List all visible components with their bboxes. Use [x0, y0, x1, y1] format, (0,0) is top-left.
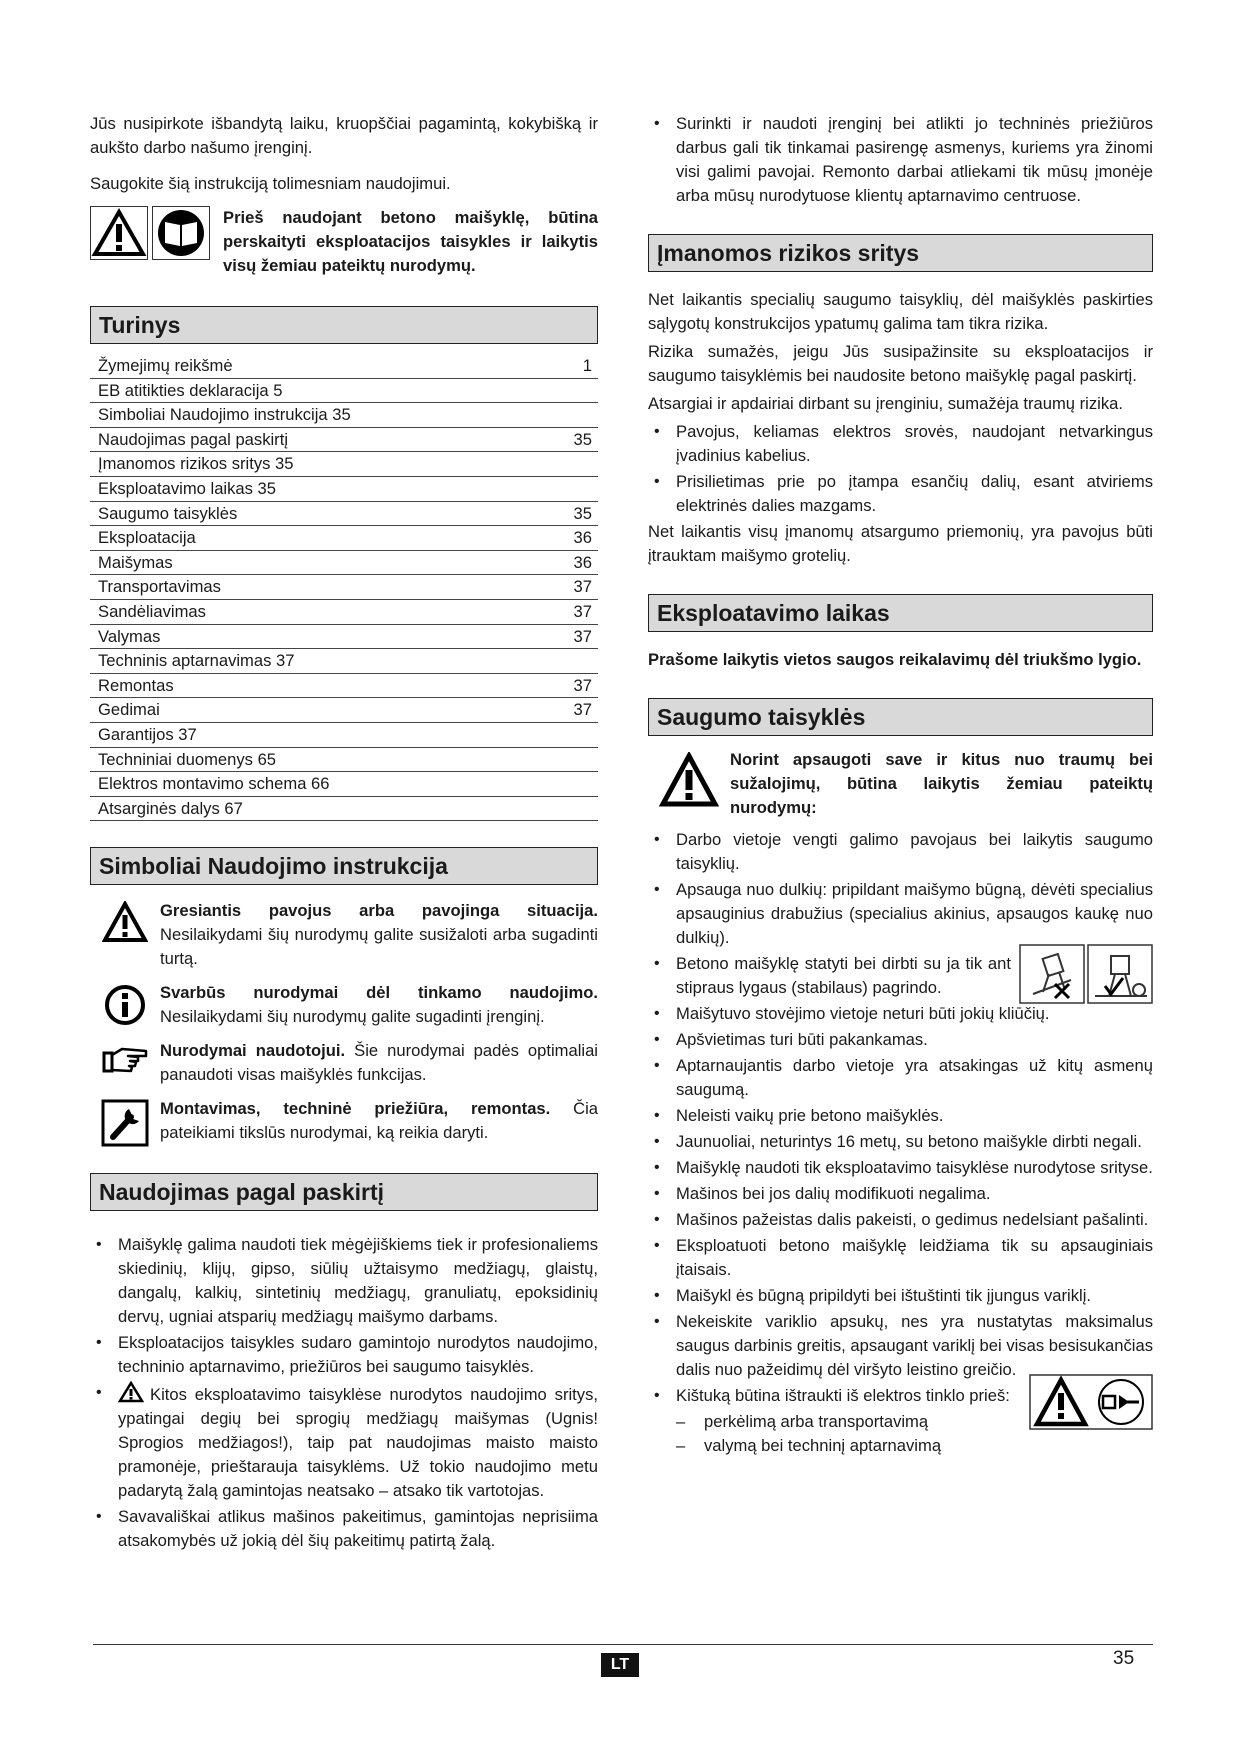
- toc-row: [90, 476, 598, 501]
- intro-warning-text: Prieš naudojant betono maišyklę, būtina perskaityti eksploatacijos taisykles ir laikytis visų žemiau pateiktų nurodymų.: [223, 208, 598, 275]
- toc-row: [90, 427, 598, 452]
- intro-warning-icons: [90, 206, 215, 278]
- toc-entry-page: [544, 476, 598, 501]
- list-item: • Mašinos bei jos dalių modifikuoti negalima.: [648, 1182, 1153, 1206]
- list-item: • Apšvietimas turi būti pakankamas.: [648, 1028, 1153, 1052]
- info-circle-icon: [103, 983, 147, 1027]
- list-item: • Maišytuvo stovėjimo vietoje neturi būti jokių kliūčių.: [648, 1002, 1153, 1026]
- toc-entry-page: 37: [544, 599, 598, 624]
- list-item: • Jaunuoliai, neturintys 16 metų, su betono maišykle dirbti negali.: [648, 1130, 1153, 1154]
- qualified-persons-list: [648, 112, 1153, 208]
- list-item: • Mašinos pažeistas dalis pakeisti, o gedimus nedelsiant pašalinti.: [648, 1208, 1153, 1232]
- toc-row: [90, 378, 598, 403]
- toc-entry-page: [544, 649, 598, 674]
- toc-entry-label: Techninis aptarnavimas 37: [90, 649, 544, 674]
- language-badge: LT: [601, 1653, 639, 1677]
- toc-row: [90, 403, 598, 428]
- warning-triangle-icon: [659, 752, 719, 808]
- symbol-danger-desc: Nesilaikydami šių nurodymų galite susižaloti arba sugadinti turtą.: [160, 925, 598, 969]
- symbol-user-text: [160, 1039, 598, 1087]
- right-column: [648, 112, 1153, 1458]
- toc-entry-page: [544, 452, 598, 477]
- toc-entry-page: 35: [544, 501, 598, 526]
- intended-use-list: [90, 1233, 598, 1553]
- toc-entry-page: 37: [544, 575, 598, 600]
- list-item: • Savavališkai atlikus mašinos pakeitimus, gamintojas neprisiima atsakomybės už jokią dėl šių pakeitimų patirtą žalą.: [90, 1505, 598, 1553]
- toc-row: [90, 649, 598, 674]
- warning-triangle-icon: [118, 1381, 144, 1403]
- intro-warning: [90, 206, 598, 278]
- toc-row: [90, 722, 598, 747]
- lifetime-heading: Eksploatavimo laikas: [648, 594, 1153, 632]
- toc-row: [90, 772, 598, 797]
- toc-entry-label: Atsarginės dalys 67: [90, 796, 544, 821]
- safety-unplug-text: Kištuką būtina ištraukti iš elektros tinklo prieš:: [676, 1386, 1010, 1405]
- toc-row: [90, 673, 598, 698]
- list-item: • Nekeiskite variklio apsukų, nes yra nustatytas maksimalus saugus darbinis greitis, apsaugant variklį bei visas besisukančias dalis nuo pažeidimų dėl viršyto leistino greičio.: [648, 1310, 1153, 1382]
- toc-entry-page: 36: [544, 550, 598, 575]
- risks-heading: Įmanomos rizikos sritys: [648, 234, 1153, 272]
- symbol-maintenance-bold: Montavimas, techninė priežiūra, remontas.: [160, 1099, 551, 1119]
- list-item: • Apsauga nuo dulkių: pripildant maišymo būgną, dėvėti specialius apsauginius drabužius (specialius akinius, apsaugos kaukę nuo dulkių).: [648, 878, 1153, 950]
- list-item: • Prisilietimas prie po įtampa esančių dalių, esant atviriems elektrinės dalies mazgams.: [648, 470, 1153, 518]
- safety-warning-text: Norint apsaugoti save ir kitus nuo traumų bei sužalojimų, būtina laikytis žemiau pateiktų nurodymų:: [730, 750, 1153, 817]
- toc-entry-label: Saugumo taisyklės: [90, 501, 544, 526]
- safety-heading: Saugumo taisyklės: [648, 698, 1153, 736]
- toc-entry-label: Naudojimas pagal paskirtį: [90, 427, 544, 452]
- left-column: [90, 112, 598, 1555]
- risks-paragraph: Atsargiai ir apdairiai dirbant su įrenginiu, sumažėja traumų rizika.: [648, 394, 1123, 413]
- lifetime-text: Prašome laikytis vietos saugos reikalavimų dėl triukšmo lygio.: [648, 650, 1142, 669]
- toc-entry-label: Transportavimas: [90, 575, 544, 600]
- symbol-row-important: [90, 981, 598, 1029]
- toc-row: [90, 550, 598, 575]
- toc-entry-label: Eksploatacija: [90, 526, 544, 551]
- toc-entry-label: Gedimai: [90, 698, 544, 723]
- list-item: • Eksploatacijos taisykles sudaro gamintojo nurodytos naudojimo, techninio aptarnavimo, priežiūros bei saugumo taisyklės.: [90, 1331, 598, 1379]
- intended-use-warning-text: Kitos eksploatavimo taisyklėse nurodytos naudojimo sritys, ypatingai degių bei sprogių medžiagų maišymas (Ugnis! Sprogios medžiagos!), taip pat naudojimas maisto maisto pramonėje, prieštarauja taisyklėms. Už tokio naudojimo metu padarytą žalą gamintojas neatsako – atsako tik vartotojas.: [118, 1385, 598, 1501]
- toc-entry-page: [544, 722, 598, 747]
- risks-paragraph: Net laikantis specialių saugumo taisyklių, dėl maišyklės paskirties sąlygotų konstrukcijos ypatumų galima tam tikra rizika.: [648, 290, 1153, 333]
- toc-entry-page: 37: [544, 624, 598, 649]
- symbol-danger-bold: Gresiantis pavojus arba pavojinga situacija.: [160, 901, 598, 921]
- list-item: • Surinkti ir naudoti įrenginį bei atlikti jo techninės priežiūros darbus gali tik tinkamai pasirengę asmenys, kuriems yra žinomi visi galimi pavojai. Remonto darbai atliekami tik mūsų įmonėje arba mūsų nurodytuose klientų aptarnavimo centruose.: [648, 112, 1153, 208]
- toc-row: [90, 698, 598, 723]
- toc-row: [90, 501, 598, 526]
- intro-keep-paragraph: Saugokite šią instrukciją tolimesniam naudojimui.: [90, 174, 451, 193]
- toc-entry-label: Garantijos 37: [90, 722, 544, 747]
- footer-divider: [93, 1644, 1153, 1645]
- intro-paragraph: Jūs nusipirkote išbandytą laiku, kruopščiai pagamintą, kokybišką ir aukšto darbo našumo įrenginį.: [90, 114, 598, 157]
- symbol-row-danger: [90, 899, 598, 971]
- toc-entry-page: [544, 747, 598, 772]
- toc-entry-page: 35: [544, 427, 598, 452]
- symbol-user-desc: Šie nurodymai padės optimaliai panaudoti visas maišyklės funkcijas.: [160, 1041, 598, 1085]
- toc-entry-label: Simboliai Naudojimo instrukcija 35: [90, 403, 544, 428]
- toc-entry-page: [544, 403, 598, 428]
- wrench-icon: [101, 1099, 149, 1147]
- toc-entry-page: [544, 796, 598, 821]
- risks-paragraph: Rizika sumažės, jeigu Jūs susipažinsite su eksploatacijos ir saugumo taisyklėmis bei naudosite betono maišyklę pagal paskirtį.: [648, 342, 1153, 385]
- pointing-hand-icon: [100, 1041, 150, 1077]
- toc-row: [90, 624, 598, 649]
- toc-entry-page: [544, 772, 598, 797]
- toc-entry-label: Valymas: [90, 624, 544, 649]
- toc-entry-label: Maišymas: [90, 550, 544, 575]
- symbol-important-bold: Svarbūs nurodymai dėl tinkamo naudojimo.: [160, 983, 598, 1003]
- page-number: 35: [1113, 1648, 1135, 1669]
- toc-entry-label: Techniniai duomenys 65: [90, 747, 544, 772]
- list-item: • Aptarnaujantis darbo vietoje yra atsakingas už kitų asmenų saugumą.: [648, 1054, 1153, 1102]
- dash-item: – valymą bei techninį aptarnavimą: [648, 1434, 1153, 1458]
- safety-ground-text: Betono maišyklę statyti bei dirbti su ja tik ant stipraus lygaus (stabilaus) pagrindo.: [676, 954, 1011, 997]
- list-item: • Maišykl ės būgną pripildyti bei ištuštinti tik įjungus variklį.: [648, 1284, 1153, 1308]
- toc-entry-label: Remontas: [90, 673, 544, 698]
- symbol-danger-text: [160, 899, 598, 971]
- toc-entry-label: Eksploatavimo laikas 35: [90, 476, 544, 501]
- symbols-heading: Simboliai Naudojimo instrukcija: [90, 847, 598, 885]
- toc-row: [90, 354, 598, 378]
- symbol-row-maintenance: [90, 1097, 598, 1147]
- symbol-maintenance-desc: Čia pateikiami tikslūs nurodymai, ką reikia daryti.: [160, 1099, 598, 1143]
- list-item: • Maišyklę naudoti tik eksploatavimo taisyklėse nurodytose srityse.: [648, 1156, 1153, 1180]
- list-item: • Pavojus, keliamas elektros srovės, naudojant netvarkingus įvadinius kabelius.: [648, 420, 1153, 468]
- toc-heading: Turinys: [90, 306, 598, 344]
- warning-triangle-icon: [102, 901, 148, 943]
- toc-row: [90, 599, 598, 624]
- dash-item: – perkėlimą arba transportavimą: [648, 1410, 1153, 1434]
- toc-row: [90, 575, 598, 600]
- symbol-important-text: [160, 981, 598, 1029]
- toc-entry-label: Žymejimų reikšmė: [90, 354, 544, 378]
- risks-paragraph: Net laikantis visų įmanomų atsargumo priemonių, yra pavojus būti įtrauktam maišymo grotelių.: [648, 522, 1153, 565]
- risks-list: [648, 420, 1153, 518]
- mixer-ground-pictogram: [1019, 944, 1153, 1004]
- toc-row: [90, 796, 598, 821]
- warning-triangle-icon: [90, 206, 148, 260]
- toc-entry-page: 37: [544, 698, 598, 723]
- unplug-warning-pictogram: [1029, 1374, 1153, 1430]
- toc-table: [90, 354, 598, 821]
- toc-row: [90, 452, 598, 477]
- manual-book-icon: [152, 206, 210, 260]
- toc-entry-label: Sandėliavimas: [90, 599, 544, 624]
- safety-list-wrap: [648, 828, 1153, 1458]
- toc-entry-label: EB atitikties deklaracija 5: [90, 378, 544, 403]
- toc-entry-page: 36: [544, 526, 598, 551]
- toc-entry-page: 37: [544, 673, 598, 698]
- list-item: • Darbo vietoje vengti galimo pavojaus bei laikytis saugumo taisyklių.: [648, 828, 1153, 876]
- list-item: • Neleisti vaikų prie betono maišyklės.: [648, 1104, 1153, 1128]
- toc-entry-page: [544, 378, 598, 403]
- intended-use-heading: Naudojimas pagal paskirtį: [90, 1173, 598, 1211]
- toc-row: [90, 526, 598, 551]
- symbol-user-bold: Nurodymai naudotojui.: [160, 1041, 346, 1061]
- symbol-row-user: [90, 1039, 598, 1087]
- toc-entry-label: Elektros montavimo schema 66: [90, 772, 544, 797]
- toc-row: [90, 747, 598, 772]
- list-item: • Eksploatuoti betono maišyklę leidžiama tik su apsauginiais įtaisais.: [648, 1234, 1153, 1282]
- safety-warning: [648, 748, 1153, 820]
- list-item: • Maišyklę galima naudoti tiek mėgėjiškiems tiek ir profesionaliems skiedinių, klijų, gipso, siūlių užtaisymo medžiagų, glaistų, dangalų, kalkių, sintetinių medžiagų, granuliatų, epoksidinių dervų, ugniai atsparių medžiagų maišymo darbams.: [90, 1233, 598, 1329]
- toc-entry-label: Įmanomos rizikos sritys 35: [90, 452, 544, 477]
- toc-entry-page: 1: [544, 354, 598, 378]
- list-item: [90, 1381, 598, 1503]
- symbol-maintenance-text: [160, 1097, 598, 1147]
- symbol-important-desc: Nesilaikydami šių nurodymų galite sugadinti įrenginį.: [160, 1007, 545, 1027]
- safety-list: [648, 828, 1153, 1408]
